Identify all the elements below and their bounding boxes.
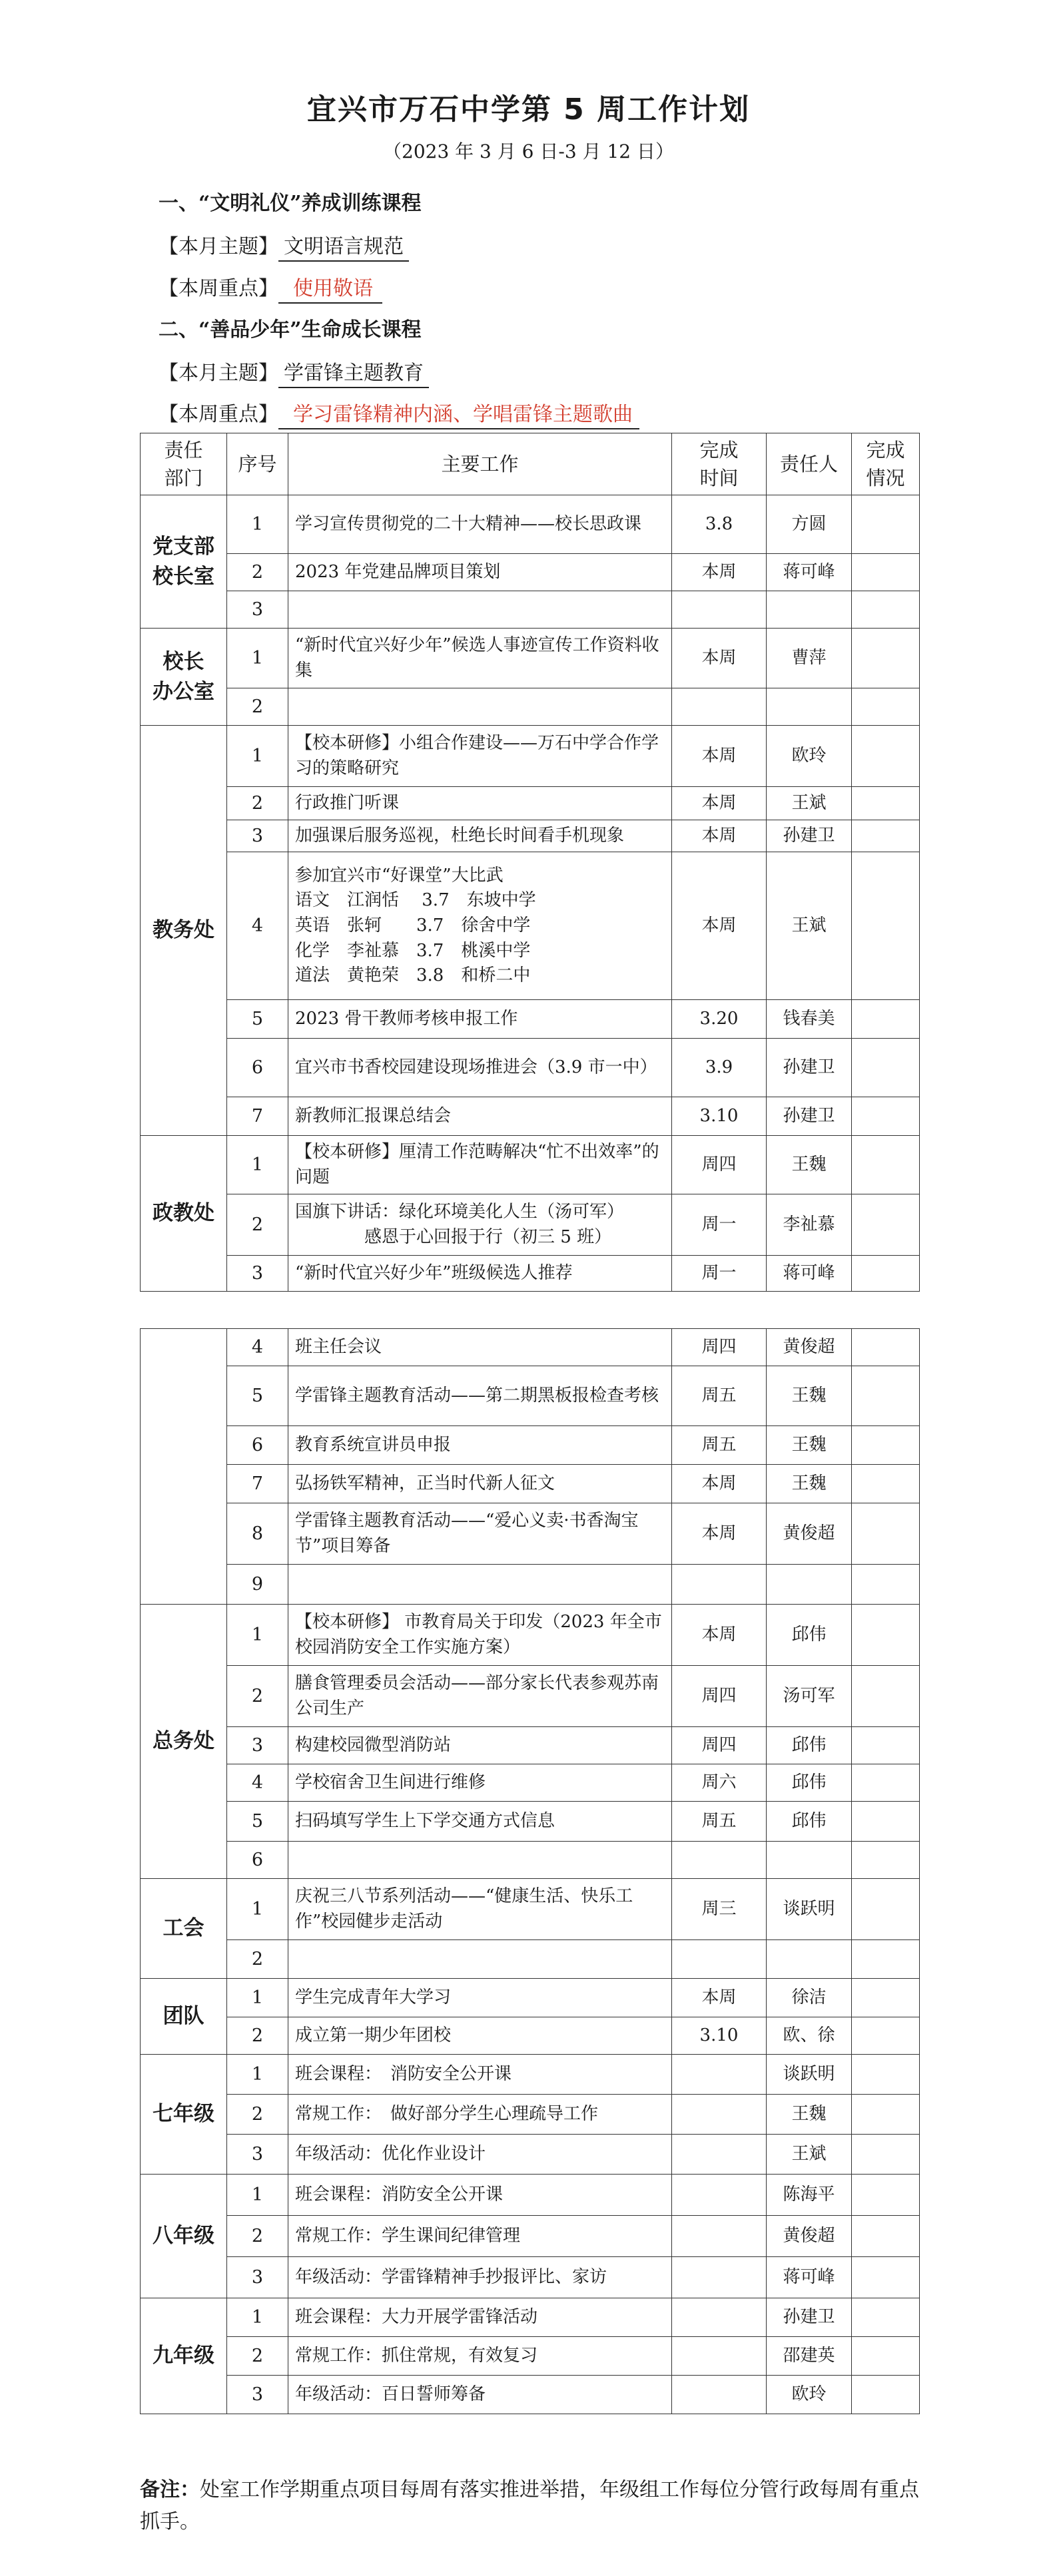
row-status bbox=[852, 495, 920, 554]
table-row bbox=[141, 1329, 920, 1366]
header-status: 完成 情况 bbox=[852, 433, 920, 495]
row-time: 本周 bbox=[672, 852, 767, 1000]
row-status bbox=[852, 2376, 920, 2414]
table-row bbox=[141, 1366, 920, 1426]
row-seq: 5 bbox=[227, 1366, 288, 1426]
row-time bbox=[672, 591, 767, 629]
month-theme-label: 【本月主题】 bbox=[159, 235, 278, 258]
row-work: 加强课后服务巡视，杜绝长时间看手机现象 bbox=[288, 820, 672, 852]
table-row bbox=[141, 1842, 920, 1879]
table-row bbox=[141, 1256, 920, 1292]
row-work: 【校本研修】 市教育局关于印发（2023 年全市校园消防安全工作实施方案） bbox=[288, 1605, 672, 1666]
page-title: 宜兴市万石中学第 5 周工作计划 bbox=[306, 93, 751, 127]
table-row bbox=[141, 1194, 920, 1256]
row-status bbox=[852, 1426, 920, 1465]
row-owner: 孙建卫 bbox=[767, 1097, 852, 1136]
table-row bbox=[141, 1136, 920, 1194]
table-row bbox=[141, 2095, 920, 2135]
row-status bbox=[852, 1097, 920, 1136]
row-work: 膳食管理委员会活动——部分家长代表参观苏南公司生产 bbox=[288, 1666, 672, 1727]
row-owner: 方圆 bbox=[767, 495, 852, 554]
row-status bbox=[852, 1503, 920, 1565]
row-time: 3.8 bbox=[672, 495, 767, 554]
row-seq: 3 bbox=[227, 820, 288, 852]
table-row bbox=[141, 2216, 920, 2257]
row-owner: 汤可军 bbox=[767, 1666, 852, 1727]
row-time bbox=[672, 688, 767, 726]
table-row bbox=[141, 2135, 920, 2175]
row-owner: 黄俊超 bbox=[767, 2216, 852, 2257]
row-time: 本周 bbox=[672, 787, 767, 820]
row-work: 庆祝三八节系列活动——“健康生活、快乐工作”校园健步走活动 bbox=[288, 1879, 672, 1940]
section2-month-theme bbox=[159, 356, 429, 388]
row-seq: 3 bbox=[227, 2135, 288, 2175]
row-owner: 李祉慕 bbox=[767, 1194, 852, 1256]
row-time bbox=[672, 2337, 767, 2376]
table-row bbox=[141, 1039, 920, 1097]
table-row bbox=[141, 1879, 920, 1940]
week-focus-value: 学习雷锋精神内涵、学唱雷锋主题歌曲 bbox=[278, 397, 639, 429]
dept-political-affairs-continued bbox=[141, 1329, 227, 1605]
row-status bbox=[852, 2017, 920, 2055]
row-status bbox=[852, 2095, 920, 2135]
table-row bbox=[141, 787, 920, 820]
row-time bbox=[672, 2135, 767, 2175]
row-time: 本周 bbox=[672, 1605, 767, 1666]
dept-academic-affairs: 教务处 bbox=[141, 726, 227, 1136]
row-seq: 4 bbox=[227, 1764, 288, 1802]
dept-grade-7: 七年级 bbox=[141, 2055, 227, 2175]
row-seq: 9 bbox=[227, 1565, 288, 1605]
table-row bbox=[141, 1097, 920, 1136]
row-work: 2023 骨干教师考核申报工作 bbox=[288, 1000, 672, 1039]
row-seq: 5 bbox=[227, 1000, 288, 1039]
date-range: （2023 年 3 月 6 日-3 月 12 日） bbox=[383, 140, 674, 162]
row-owner: 欧玲 bbox=[767, 2376, 852, 2414]
work-line: 英语 张轲 3.7 徐舍中学 bbox=[295, 915, 531, 935]
dept-grade-9: 九年级 bbox=[141, 2298, 227, 2414]
row-seq: 3 bbox=[227, 1256, 288, 1292]
row-work: 学校宿舍卫生间进行维修 bbox=[288, 1764, 672, 1802]
row-owner bbox=[767, 1565, 852, 1605]
row-work: 【校本研修】小组合作建设——万石中学合作学习的策略研究 bbox=[288, 726, 672, 787]
row-work: 【校本研修】厘清工作范畴解决“忙不出效率”的问题 bbox=[288, 1136, 672, 1194]
row-work: 教育系统宣讲员申报 bbox=[288, 1426, 672, 1465]
row-owner: 王魏 bbox=[767, 1366, 852, 1426]
row-status bbox=[852, 820, 920, 852]
row-time bbox=[672, 1940, 767, 1979]
row-owner: 王斌 bbox=[767, 852, 852, 1000]
row-seq: 2 bbox=[227, 2095, 288, 2135]
row-time: 本周 bbox=[672, 629, 767, 688]
row-time bbox=[672, 2095, 767, 2135]
work-line: 参加宜兴市“好课堂”大比武 bbox=[295, 865, 504, 886]
table-row bbox=[141, 1979, 920, 2017]
week-focus-label: 【本周重点】 bbox=[159, 277, 278, 300]
row-work: 年级活动：百日誓师筹备 bbox=[288, 2376, 672, 2414]
row-owner: 王斌 bbox=[767, 2135, 852, 2175]
row-work: 成立第一期少年团校 bbox=[288, 2017, 672, 2055]
row-seq: 2 bbox=[227, 554, 288, 591]
row-time bbox=[672, 2298, 767, 2337]
work-line: 语文 江润恬 3.7 东坡中学 bbox=[295, 890, 536, 911]
work-line: 感恩于心回报于行（初三 5 班） bbox=[364, 1226, 612, 1247]
row-work: 常规工作：抓住常规，有效复习 bbox=[288, 2337, 672, 2376]
row-work: 班主任会议 bbox=[288, 1329, 672, 1366]
row-time: 本周 bbox=[672, 726, 767, 787]
table-row bbox=[141, 852, 920, 1000]
row-status bbox=[852, 1666, 920, 1727]
row-seq: 3 bbox=[227, 2257, 288, 2298]
row-time: 本周 bbox=[672, 1503, 767, 1565]
table-row bbox=[141, 2376, 920, 2414]
row-work: 2023 年党建品牌项目策划 bbox=[288, 554, 672, 591]
week-focus-value: 使用敬语 bbox=[278, 272, 382, 304]
row-status bbox=[852, 629, 920, 688]
remark-note bbox=[140, 2474, 919, 2538]
dept-president-office: 校长 办公室 bbox=[141, 629, 227, 726]
table-row bbox=[141, 1605, 920, 1666]
work-plan-table-part2 bbox=[140, 1328, 920, 2414]
row-status bbox=[852, 2298, 920, 2337]
row-status bbox=[852, 1727, 920, 1764]
row-work: 常规工作：学生课间纪律管理 bbox=[288, 2216, 672, 2257]
row-work bbox=[288, 591, 672, 629]
dept-youth-league: 团队 bbox=[141, 1979, 227, 2055]
row-work bbox=[288, 1194, 672, 1256]
row-owner: 孙建卫 bbox=[767, 2298, 852, 2337]
row-seq: 7 bbox=[227, 1465, 288, 1503]
table-row bbox=[141, 1503, 920, 1565]
row-status bbox=[852, 787, 920, 820]
month-theme-value: 学雷锋主题教育 bbox=[278, 356, 429, 388]
row-time: 周四 bbox=[672, 1136, 767, 1194]
row-time bbox=[672, 2055, 767, 2095]
row-seq: 6 bbox=[227, 1426, 288, 1465]
header-dept: 责任 部门 bbox=[141, 433, 227, 495]
row-time: 周四 bbox=[672, 1727, 767, 1764]
row-work: 班会课程： 消防安全公开课 bbox=[288, 2055, 672, 2095]
section1-heading: 一、“文明礼仪”养成训练课程 bbox=[159, 192, 422, 215]
row-work: 扫码填写学生上下学交通方式信息 bbox=[288, 1802, 672, 1842]
table-row bbox=[141, 1666, 920, 1727]
row-owner: 欧玲 bbox=[767, 726, 852, 787]
month-theme-label: 【本月主题】 bbox=[159, 362, 278, 385]
table-row bbox=[141, 1465, 920, 1503]
row-status bbox=[852, 2135, 920, 2175]
row-time: 3.20 bbox=[672, 1000, 767, 1039]
row-status bbox=[852, 688, 920, 726]
table-row bbox=[141, 820, 920, 852]
row-seq: 6 bbox=[227, 1842, 288, 1879]
row-seq: 7 bbox=[227, 1097, 288, 1136]
row-work bbox=[288, 1565, 672, 1605]
table-row bbox=[141, 2055, 920, 2095]
row-owner: 欧、徐 bbox=[767, 2017, 852, 2055]
row-seq: 2 bbox=[227, 1194, 288, 1256]
header-owner: 责任人 bbox=[767, 433, 852, 495]
row-time: 本周 bbox=[672, 820, 767, 852]
row-seq: 3 bbox=[227, 2376, 288, 2414]
row-work: 学生完成青年大学习 bbox=[288, 1979, 672, 2017]
row-time bbox=[672, 2257, 767, 2298]
row-seq: 3 bbox=[227, 1727, 288, 1764]
row-work: 年级活动：优化作业设计 bbox=[288, 2135, 672, 2175]
row-time bbox=[672, 2175, 767, 2216]
row-owner: 邱伟 bbox=[767, 1727, 852, 1764]
row-time: 3.10 bbox=[672, 2017, 767, 2055]
row-time: 周一 bbox=[672, 1256, 767, 1292]
table-row bbox=[141, 1802, 920, 1842]
table-row bbox=[141, 629, 920, 688]
table-header-row bbox=[141, 433, 920, 495]
row-status bbox=[852, 1605, 920, 1666]
row-time: 周四 bbox=[672, 1666, 767, 1727]
row-work bbox=[288, 1842, 672, 1879]
table-row bbox=[141, 2337, 920, 2376]
row-work: 年级活动：学雷锋精神手抄报评比、家访 bbox=[288, 2257, 672, 2298]
table-row bbox=[141, 2257, 920, 2298]
row-seq: 1 bbox=[227, 2298, 288, 2337]
row-time: 本周 bbox=[672, 1979, 767, 2017]
row-status bbox=[852, 1802, 920, 1842]
work-line: 化学 李祉慕 3.7 桃溪中学 bbox=[295, 940, 531, 961]
row-owner: 王魏 bbox=[767, 1465, 852, 1503]
table-row bbox=[141, 726, 920, 787]
row-owner: 王斌 bbox=[767, 787, 852, 820]
row-status bbox=[852, 1842, 920, 1879]
row-seq: 1 bbox=[227, 1979, 288, 2017]
row-seq: 1 bbox=[227, 495, 288, 554]
row-owner: 蒋可峰 bbox=[767, 554, 852, 591]
row-owner: 王魏 bbox=[767, 1426, 852, 1465]
row-time: 本周 bbox=[672, 554, 767, 591]
dept-general-affairs: 总务处 bbox=[141, 1605, 227, 1879]
table-row bbox=[141, 2298, 920, 2337]
table-row bbox=[141, 2017, 920, 2055]
table-row bbox=[141, 1940, 920, 1979]
row-time: 周五 bbox=[672, 1366, 767, 1426]
section1-week-focus bbox=[159, 272, 382, 304]
row-owner: 谈跃明 bbox=[767, 1879, 852, 1940]
row-seq: 1 bbox=[227, 2055, 288, 2095]
work-plan-table-part1 bbox=[140, 433, 920, 1292]
row-status bbox=[852, 1940, 920, 1979]
row-seq: 1 bbox=[227, 2175, 288, 2216]
row-seq: 5 bbox=[227, 1802, 288, 1842]
row-time: 3.9 bbox=[672, 1039, 767, 1097]
row-status bbox=[852, 1979, 920, 2017]
remark-label: 备注： bbox=[140, 2478, 200, 2501]
row-seq: 1 bbox=[227, 629, 288, 688]
table-row bbox=[141, 688, 920, 726]
dept-political-affairs: 政教处 bbox=[141, 1136, 227, 1292]
table-row bbox=[141, 2175, 920, 2216]
table-row bbox=[141, 591, 920, 629]
row-owner bbox=[767, 1940, 852, 1979]
row-status bbox=[852, 2216, 920, 2257]
row-work: 宜兴市书香校园建设现场推进会（3.9 市一中） bbox=[288, 1039, 672, 1097]
row-seq: 2 bbox=[227, 688, 288, 726]
row-seq: 4 bbox=[227, 1329, 288, 1366]
table-row bbox=[141, 495, 920, 554]
row-owner: 孙建卫 bbox=[767, 1039, 852, 1097]
row-status bbox=[852, 1565, 920, 1605]
row-status bbox=[852, 591, 920, 629]
row-time bbox=[672, 2216, 767, 2257]
section2-heading: 二、“善品少年”生命成长课程 bbox=[159, 318, 422, 342]
row-time: 周四 bbox=[672, 1329, 767, 1366]
row-seq: 4 bbox=[227, 852, 288, 1000]
row-owner: 孙建卫 bbox=[767, 820, 852, 852]
row-status bbox=[852, 2337, 920, 2376]
row-seq: 2 bbox=[227, 1666, 288, 1727]
row-owner: 王魏 bbox=[767, 1136, 852, 1194]
row-owner: 黄俊超 bbox=[767, 1329, 852, 1366]
row-work: 学雷锋主题教育活动——“爱心义卖·书香淘宝节”项目筹备 bbox=[288, 1503, 672, 1565]
row-status bbox=[852, 1039, 920, 1097]
row-status bbox=[852, 852, 920, 1000]
row-status bbox=[852, 1879, 920, 1940]
table-row bbox=[141, 1727, 920, 1764]
row-status bbox=[852, 554, 920, 591]
dept-party-office: 党支部 校长室 bbox=[141, 495, 227, 629]
row-work: 新教师汇报课总结会 bbox=[288, 1097, 672, 1136]
table-row bbox=[141, 554, 920, 591]
header-work: 主要工作 bbox=[288, 433, 672, 495]
row-seq: 2 bbox=[227, 2216, 288, 2257]
row-status bbox=[852, 1256, 920, 1292]
row-status bbox=[852, 1366, 920, 1426]
row-owner: 邱伟 bbox=[767, 1764, 852, 1802]
row-seq: 6 bbox=[227, 1039, 288, 1097]
row-seq: 1 bbox=[227, 1136, 288, 1194]
table-row bbox=[141, 1426, 920, 1465]
row-seq: 1 bbox=[227, 726, 288, 787]
row-work bbox=[288, 852, 672, 1000]
row-time: 本周 bbox=[672, 1465, 767, 1503]
row-owner: 王魏 bbox=[767, 2095, 852, 2135]
row-time bbox=[672, 2376, 767, 2414]
dept-union: 工会 bbox=[141, 1879, 227, 1979]
row-owner: 蒋可峰 bbox=[767, 1256, 852, 1292]
row-work: 弘扬铁军精神，正当时代新人征文 bbox=[288, 1465, 672, 1503]
row-seq: 2 bbox=[227, 2337, 288, 2376]
row-time bbox=[672, 1565, 767, 1605]
row-owner bbox=[767, 688, 852, 726]
row-owner: 谈跃明 bbox=[767, 2055, 852, 2095]
row-work: “新时代宜兴好少年”候选人事迹宣传工作资料收集 bbox=[288, 629, 672, 688]
header-time: 完成 时间 bbox=[672, 433, 767, 495]
section1-month-theme bbox=[159, 230, 409, 262]
work-line: 国旗下讲话：绿化环境美化人生（汤可军） bbox=[295, 1202, 625, 1222]
row-seq: 1 bbox=[227, 1879, 288, 1940]
row-work: 构建校园微型消防站 bbox=[288, 1727, 672, 1764]
row-work bbox=[288, 688, 672, 726]
week-focus-label: 【本周重点】 bbox=[159, 403, 278, 426]
row-time: 周一 bbox=[672, 1194, 767, 1256]
row-status bbox=[852, 2257, 920, 2298]
row-work: 班会课程：大力开展学雷锋活动 bbox=[288, 2298, 672, 2337]
row-seq: 3 bbox=[227, 591, 288, 629]
row-status bbox=[852, 2055, 920, 2095]
row-seq: 1 bbox=[227, 1605, 288, 1666]
row-owner: 邱伟 bbox=[767, 1802, 852, 1842]
table-row bbox=[141, 1000, 920, 1039]
row-seq: 2 bbox=[227, 1940, 288, 1979]
row-status bbox=[852, 1764, 920, 1802]
row-time: 3.10 bbox=[672, 1097, 767, 1136]
row-time: 周三 bbox=[672, 1879, 767, 1940]
row-status bbox=[852, 1000, 920, 1039]
row-seq: 2 bbox=[227, 2017, 288, 2055]
row-work: 班会课程：消防安全公开课 bbox=[288, 2175, 672, 2216]
row-owner: 陈海平 bbox=[767, 2175, 852, 2216]
row-owner bbox=[767, 1842, 852, 1879]
row-owner: 钱春美 bbox=[767, 1000, 852, 1039]
row-work: 行政推门听课 bbox=[288, 787, 672, 820]
row-status bbox=[852, 726, 920, 787]
section2-week-focus bbox=[159, 397, 639, 429]
row-seq: 8 bbox=[227, 1503, 288, 1565]
row-time bbox=[672, 1842, 767, 1879]
row-owner: 徐洁 bbox=[767, 1979, 852, 2017]
row-status bbox=[852, 1136, 920, 1194]
row-time: 周六 bbox=[672, 1764, 767, 1802]
table-row bbox=[141, 1764, 920, 1802]
row-work: 常规工作： 做好部分学生心理疏导工作 bbox=[288, 2095, 672, 2135]
row-owner: 曹萍 bbox=[767, 629, 852, 688]
row-owner: 黄俊超 bbox=[767, 1503, 852, 1565]
row-status bbox=[852, 1329, 920, 1366]
row-owner bbox=[767, 591, 852, 629]
row-owner: 邱伟 bbox=[767, 1605, 852, 1666]
row-work: 学雷锋主题教育活动——第二期黑板报检查考核 bbox=[288, 1366, 672, 1426]
remark-text: 处室工作学期重点项目每周有落实推进举措，年级组工作每位分管行政每周有重点抓手。 bbox=[140, 2478, 919, 2533]
row-work bbox=[288, 1940, 672, 1979]
row-status bbox=[852, 2175, 920, 2216]
row-seq: 2 bbox=[227, 787, 288, 820]
month-theme-value: 文明语言规范 bbox=[278, 230, 409, 262]
row-owner: 蒋可峰 bbox=[767, 2257, 852, 2298]
row-time: 周五 bbox=[672, 1426, 767, 1465]
dept-grade-8: 八年级 bbox=[141, 2175, 227, 2298]
row-work: “新时代宜兴好少年”班级候选人推荐 bbox=[288, 1256, 672, 1292]
row-status bbox=[852, 1194, 920, 1256]
header-seq: 序号 bbox=[227, 433, 288, 495]
row-time: 周五 bbox=[672, 1802, 767, 1842]
work-line: 道法 黄艳荣 3.8 和桥二中 bbox=[295, 965, 531, 986]
row-status bbox=[852, 1465, 920, 1503]
row-work: 学习宣传贯彻党的二十大精神——校长思政课 bbox=[288, 495, 672, 554]
table-row bbox=[141, 1565, 920, 1605]
row-owner: 邵建英 bbox=[767, 2337, 852, 2376]
